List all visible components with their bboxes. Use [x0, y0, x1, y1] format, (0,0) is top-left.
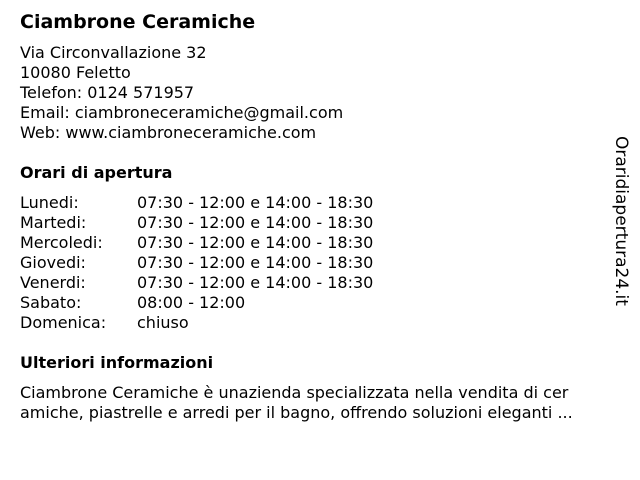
opening-hours-heading: Orari di apertura	[20, 163, 173, 182]
email-line: Email: ciambroneceramiche@gmail.com	[20, 103, 344, 122]
phone-line: Telefon: 0124 571957	[20, 83, 195, 102]
business-description	[20, 383, 630, 423]
street-address: Via Circonvallazione 32	[20, 43, 207, 62]
hours-row-monday	[20, 193, 373, 213]
web-line: Web: www.ciambroneceramiche.com	[20, 123, 317, 142]
hours-time: chiuso	[137, 313, 189, 332]
hours-row-tuesday	[20, 213, 373, 233]
hours-time: 07:30 - 12:00 e 14:00 - 18:30	[137, 193, 374, 212]
hours-day: Giovedi:	[20, 253, 86, 272]
opening-hours-table	[20, 193, 373, 333]
contact-block	[20, 43, 343, 143]
hours-time: 07:30 - 12:00 e 14:00 - 18:30	[137, 253, 374, 272]
business-name: Ciambrone Ceramiche	[20, 11, 256, 33]
hours-time: 07:30 - 12:00 e 14:00 - 18:30	[137, 233, 374, 252]
hours-time: 08:00 - 12:00	[137, 293, 246, 312]
city-line: 10080 Feletto	[20, 63, 131, 82]
hours-time: 07:30 - 12:00 e 14:00 - 18:30	[137, 273, 374, 292]
description-line: amiche, piastrelle e arredi per il bagno, offrendo soluzioni eleganti ...	[20, 403, 573, 422]
hours-day: Domenica:	[20, 313, 107, 332]
hours-row-sunday	[20, 313, 373, 333]
description-line: Ciambrone Ceramiche è unazienda specializzata nella vendita di cer	[20, 383, 569, 402]
hours-time: 07:30 - 12:00 e 14:00 - 18:30	[137, 213, 374, 232]
hours-day: Mercoledi:	[20, 233, 103, 252]
hours-day: Venerdi:	[20, 273, 86, 292]
site-watermark: Oraridiapertura24.it	[611, 136, 631, 306]
hours-day: Lunedi:	[20, 193, 79, 212]
further-info-heading: Ulteriori informazioni	[20, 353, 214, 372]
hours-row-thursday	[20, 253, 373, 273]
hours-day: Martedi:	[20, 213, 87, 232]
hours-day: Sabato:	[20, 293, 82, 312]
hours-row-friday	[20, 273, 373, 293]
hours-row-wednesday	[20, 233, 373, 253]
hours-row-saturday	[20, 293, 373, 313]
